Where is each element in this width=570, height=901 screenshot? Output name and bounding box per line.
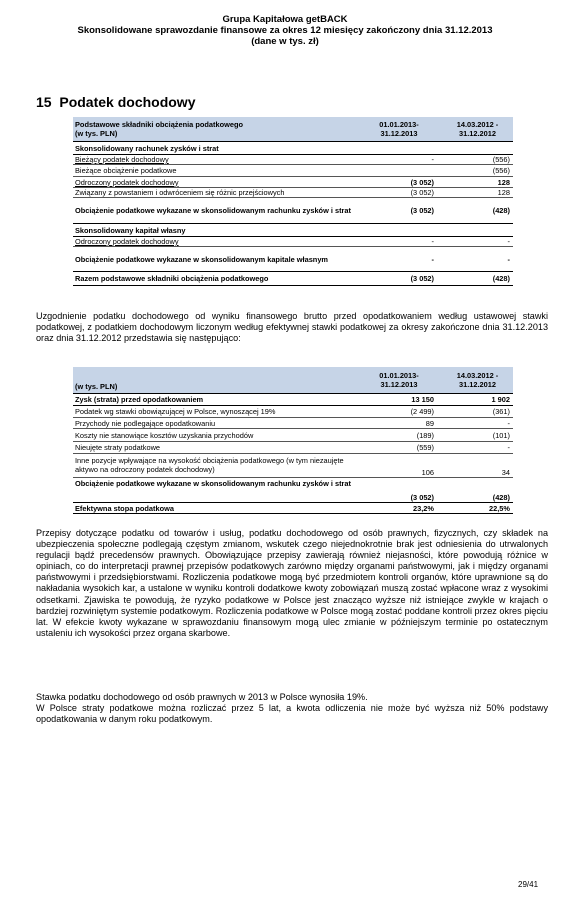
table-row: Nieujęte straty podatkowe (559) - <box>73 442 513 454</box>
section-title-text: Podatek dochodowy <box>59 94 196 110</box>
tax-loss-line: W Polsce straty podatkowe można rozliczać przez 5 lat, a kwota odliczenia nie może być wyższa niż 50% podstawy opodatkowania w danym roku podatkowym. <box>36 703 548 725</box>
table-row: Obciążenie podatkowe wykazane w skonsolidowanym rachunku zysków i strat (3 052) (428) <box>73 198 513 224</box>
table-row: Odroczony podatek dochodowy - - <box>73 237 513 247</box>
column-header-2012: 14.03.2012 - 31.12.2012 <box>440 117 513 142</box>
table-row: Związany z powstaniem i odwróceniem się różnic przejściowych (3 052) 128 <box>73 188 513 198</box>
page-number: 29/41 <box>518 880 539 889</box>
column-header-2013: 01.01.2013- 31.12.2013 <box>356 367 440 394</box>
section-number: 15 <box>36 94 52 110</box>
table-header-row <box>73 367 513 394</box>
table-row: Skonsolidowany rachunek zysków i strat <box>73 142 513 155</box>
tax-rate-line: Stawka podatku dochodowego od osób prawnych w 2013 w Polsce wynosiła 19%. <box>36 692 368 702</box>
table-total-row: Razem podstawowe składniki obciążenia podatkowego (3 052) (428) <box>73 272 513 286</box>
table-header-row <box>73 117 513 142</box>
header-units: (dane w tys. zł) <box>251 36 319 47</box>
table-row: Inne pozycje wpływające na wysokość obciążenia podatkowego (w tym niezaujęte aktywo na odroczony podatek dochodowy) 106 34 <box>73 454 513 478</box>
tax-components-table <box>73 117 513 286</box>
table-row: Przychody nie podlegające opodatkowaniu 89 - <box>73 418 513 429</box>
table-row: Skonsolidowany kapitał własny <box>73 224 513 237</box>
table-row: Odroczony podatek dochodowy (3 052) 128 <box>73 177 513 188</box>
table-total-row: Efektywna stopa podatkowa 23,2% 22,5% <box>73 503 513 514</box>
column-header-2013: 01.01.2013- 31.12.2013 <box>356 117 440 142</box>
column-header-2012: 14.03.2012 - 31.12.2012 <box>440 367 513 394</box>
header-company: Grupa Kapitałowa getBACK <box>222 14 348 25</box>
reconciliation-intro-paragraph: Uzgodnienie podatku dochodowego od wyniku finansowego brutto przed opodatkowaniem według ustawowej stawki podatkowej, z podatkiem dochodowym liczonym według efektywnej stawki podatkowej za okresy zakończone dnia 31.12.2013 oraz dnia 31.12.2012 przedstawia się następująco: <box>36 311 548 344</box>
table-row: Podatek wg stawki obowiązującej w Polsce, wynoszącej 19% (2 499) (361) <box>73 406 513 418</box>
tax-risk-paragraph: Przepisy dotyczące podatku od towarów i usług, podatku dochodowego od osób prawnych, fizycznych, czy składek na ubezpieczenia społeczne podlegają częstym zmianom, wskutek czego niejednokrotnie brak jest odniesienia do utrwalonych regulacji bądź precedensów prawnych. Obowiązujące przepisy zawierają również niejasności, które powodują różnice w opiniach, co do interpretacji prawnej przepisów podatkowych zarówno między organami państwowymi, jak i między organami państwowymi i przedsiębiorstwami. Rozliczenia podatkowe mogą być przedmiotem kontroli organów, które uprawnione są do nakładania wysokich kar, a ustalone w wyniku kontroli dodatkowe kwoty zobowiązań muszą zostać wpłacone wraz z wysokimi odsetkami. Zjawiska te powodują, że ryzyko podatkowe w Polsce jest znacząco wyższe niż istniejące zwykle w krajach o bardziej rozwiniętym systemie podatkowym. Rozliczenia podatkowe w Polsce mogą zostać poddane kontroli przez okres pięciu lat. W efekcie kwoty wykazane w sprawozdaniu finansowym mogą ulec zmianie w późniejszym terminie po ostatecznym ustaleniu ich wysokości przez organa skarbowe. <box>36 528 548 638</box>
table-header-label: Podstawowe składniki obciążenia podatkowego (w tys. PLN) <box>73 117 356 142</box>
tax-rate-paragraph <box>36 692 548 725</box>
table-row: Bieżący podatek dochodowy - (556) <box>73 155 513 165</box>
table-row: Bieżące obciążenie podatkowe (556) <box>73 165 513 177</box>
header-report-title: Skonsolidowane sprawozdanie finansowe za okres 12 miesięcy zakończony dnia 31.12.2013 <box>77 25 493 36</box>
table-row: Obciążenie podatkowe wykazane w skonsolidowanym kapitale własnym - - <box>73 247 513 272</box>
section-title <box>36 94 195 110</box>
tax-reconciliation-table <box>73 367 513 514</box>
table-row: Koszty nie stanowiące kosztów uzyskania przychodów (189) (101) <box>73 429 513 442</box>
table-header-label: (w tys. PLN) <box>73 367 356 394</box>
table-row: Zysk (strata) przed opodatkowaniem 13 150 1 902 <box>73 394 513 406</box>
table-row: Obciążenie podatkowe wykazane w skonsolidowanym rachunku zysków i strat (3 052) (428) <box>73 478 513 503</box>
